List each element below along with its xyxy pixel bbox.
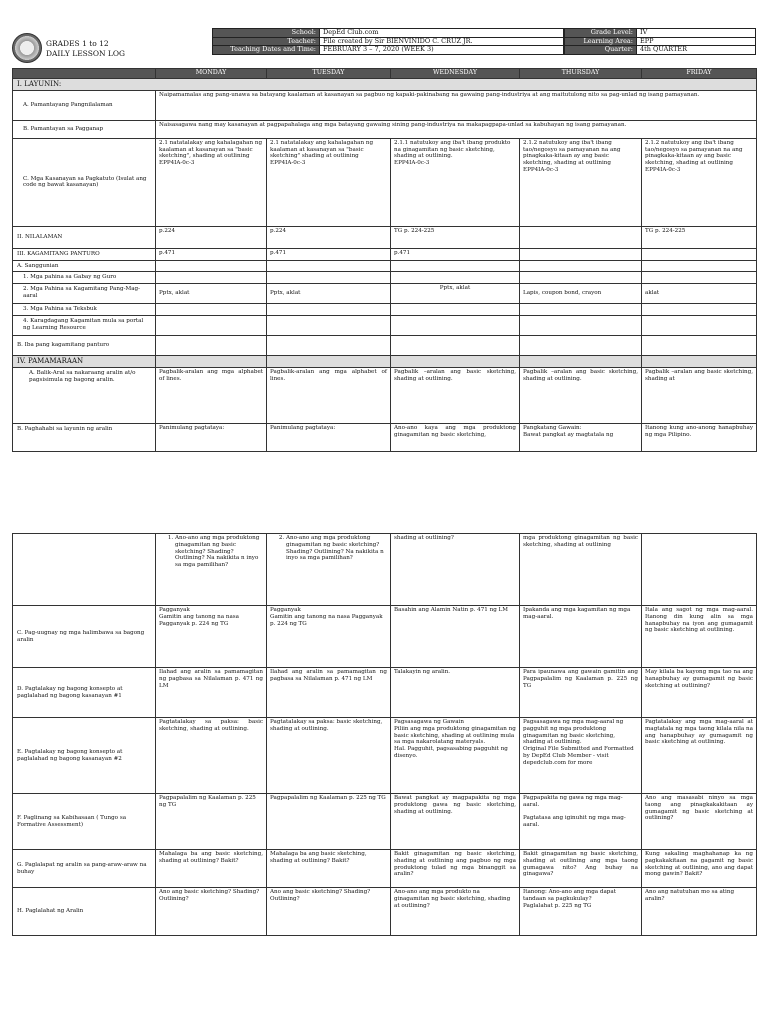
- row-kagamitang-panturo: [13, 248, 757, 260]
- day-wednesday: WEDNESDAY: [391, 69, 520, 79]
- label-sanggunian: A. Sanggunian: [13, 260, 156, 272]
- paglalapat-friday: Kung sakaling maghahanap ka ng pagkakakitaan na gagamit ng basic sketching at outlining, ano ang dapat mong gawin? Bakit?: [642, 850, 757, 888]
- row-gabay-ng-guro: [13, 272, 757, 284]
- day-header-blank: [13, 69, 156, 79]
- header-titles: [46, 39, 125, 59]
- day-monday: MONDAY: [156, 69, 267, 79]
- label-pamantayang-pangnilalaman: A. Pamantayang Pangnilalaman: [13, 90, 156, 120]
- pag-uugnay-monday: Pagganyak Gamitin ang tanong na nasa Pagganyak p. 224 ng TG: [156, 606, 267, 668]
- label-gabay-ng-guro: 1. Mga pahina sa Gabay ng Guro: [13, 272, 156, 284]
- paghahabi-cont-friday: [642, 534, 757, 606]
- nilalaman-thursday: [520, 226, 642, 248]
- paglalahat-tuesday: Ano ang basic sketching? Shading? Outlining?: [267, 888, 391, 936]
- layunin-heading: I. LAYUNIN:: [13, 79, 757, 91]
- row-pagtalakay-2: [13, 718, 757, 794]
- nilalaman-friday: TG p. 224-225: [642, 226, 757, 248]
- nilalaman-monday: p.224: [156, 226, 267, 248]
- label-paghahabi: B. Paghahabi sa layunin ng aralin: [13, 423, 156, 451]
- pagtalakay-1-tuesday: Ilahad ang aralin sa pamamagitan ng pagbasa sa Nilalaman p. 471 ng LM: [267, 668, 391, 718]
- kagamitang-panturo-thursday: [520, 248, 642, 260]
- paglalapat-thursday: Bakit ginagamitan ng basic sketching, shading at outlining ang mga taong gumagawa nito? Ang buhay na ginagawa?: [520, 850, 642, 888]
- pag-uugnay-friday: Itala ang sagot ng mga mag-aaral. Itanong din kung alin sa mga hanapbuhay na iyon ang gumagamit ng basic sketching at outlining.: [642, 606, 757, 668]
- kasanayan-wednesday: 2.1.1 natutukoy ang iba't ibang produkto na ginagamitan ng basic sketching, shading at outlining. EPP4IA-0c-3: [391, 138, 520, 226]
- row-kabihasaan: [13, 794, 757, 850]
- pag-uugnay-wednesday: Basahin ang Alamin Natin p. 471 ng LM: [391, 606, 520, 668]
- grade-level-value: IV: [637, 29, 756, 38]
- lesson-log-table-part2: [12, 533, 757, 936]
- pang-mag-aaral-monday: Pptx, aklat: [156, 284, 267, 304]
- paghahabi-question-monday: 1. Ano-ano ang mga produktong ginagamitan ng basic sketching? Shading? Outlining? Na nakikita n inyo sa mga pamilihan?: [175, 535, 263, 569]
- paglalahat-monday: Ano ang basic sketching? Shading? Outlining?: [156, 888, 267, 936]
- paghahabi-cont-wednesday: shading at outlining?: [391, 534, 520, 606]
- row-kasanayan: [13, 138, 757, 226]
- quarter-label: Quarter:: [565, 46, 637, 55]
- paglalahat-wednesday: Ano-ano ang mga produkto na ginagamitan ng basic sketching, shading at outlining?: [391, 888, 520, 936]
- pamantayang-pangnilalaman-text: Naipamamalas ang pang-unawa sa batayang kaalaman at kasanayan sa pagbuo ng kapaki-pakinabang na gawaing pang-industriya at ang maitutulong nito sa pag-unlad ng isang pamayanan.: [156, 90, 757, 120]
- pag-uugnay-thursday: Ipakanda ang mga kagamitan ng mga mag-aaral.: [520, 606, 642, 668]
- kabihasaan-friday: Ano ang masasabi ninyo sa mga taong ang pinagkakakitaan ay gumagamit ng basic sketching at outlining?: [642, 794, 757, 850]
- label-pamantayan-sa-pagganap: B. Pamantayan sa Pagganap: [13, 120, 156, 138]
- kabihasaan-tuesday: Pagpapalalim ng Kaalaman p. 225 ng TG: [267, 794, 391, 850]
- row-iba-pang-kagamitan: [13, 335, 757, 355]
- pagtalakay-1-monday: Ilahad ang aralin sa pamamagitan ng pagbasa sa Nilalaman p. 471 ng LM: [156, 668, 267, 718]
- row-teksbuk: [13, 304, 757, 316]
- day-friday: FRIDAY: [642, 69, 757, 79]
- day-tuesday: TUESDAY: [267, 69, 391, 79]
- paglalahat-thursday: Itanong: Ano-ano ang mga dapat tandaan sa pagkukulay? Paglalahat p. 225 ng TG: [520, 888, 642, 936]
- paghahabi-tuesday: Panimulang pagtataya:: [267, 423, 391, 451]
- kasanayan-tuesday: 2.1 natatalakay ang kahalagahan ng kaalaman at kasanayan sa "basic sketching" shading at outlining EPP4IA-0c-3: [267, 138, 391, 226]
- kasanayan-thursday: 2.1.2 natutukoy ang iba't ibang tao/negosyo sa pamayanan na ang pinagkaka-kitaan ay ang basic sketching, shading at outlining EPP4IA-0c-3: [520, 138, 642, 226]
- pagtalakay-1-friday: May kilala ba kayong mga tao na ang hanapbuhay ay gumagamit ng basic sketching at outlining?: [642, 668, 757, 718]
- paghahabi-wednesday: Ano-ano kaya ang mga produktong ginagamitan ng basic sketching,: [391, 423, 520, 451]
- paglalapat-wednesday: Bakit ginagamitan ng basic sketching, shading at outlining ang pagbuo ng mga produktong tulad ng mga binanggit sa aralin?: [391, 850, 520, 888]
- kagamitang-panturo-tuesday: p.471: [267, 248, 391, 260]
- row-pag-uugnay: [13, 606, 757, 668]
- nilalaman-wednesday: TG p. 224-225: [391, 226, 520, 248]
- row-paglalapat: [13, 850, 757, 888]
- label-kasanayan: C. Mga Kasanayan sa Pagkatuto (Isulat ang code ng bawat kasanayan): [13, 138, 156, 226]
- balik-aral-monday: Pagbalik-aralan ang mga alphabet of lines.: [156, 367, 267, 423]
- row-pamantayan-sa-pagganap: [13, 120, 757, 138]
- kasanayan-monday: 2.1 natatalakay ang kahalagahan ng kaalaman at kasanayan sa "basic sketching", shading at outlining EPP4IA-0c-3: [156, 138, 267, 226]
- row-kagamitang-pang-mag-aaral: [13, 284, 757, 304]
- school-label: School:: [213, 29, 320, 38]
- day-thursday: THURSDAY: [520, 69, 642, 79]
- pag-uugnay-tuesday: Pagganyak Gamitin ang tanong na nasa Pagganyak p. 224 ng TG: [267, 606, 391, 668]
- paghahabi-cont-tuesday: [267, 534, 391, 606]
- pang-mag-aaral-tuesday: Pptx, aklat: [267, 284, 391, 304]
- row-nilalaman: [13, 226, 757, 248]
- nilalaman-tuesday: p.224: [267, 226, 391, 248]
- paglalapat-tuesday: Mahalaga ba ang basic sketching, shading at outlining? Bakit?: [267, 850, 391, 888]
- pagtalakay-2-tuesday: Pagtatalakay sa paksa: basic sketching, shading at outlining.: [267, 718, 391, 794]
- section-pamamaraan: [13, 355, 757, 367]
- school-value: DepEd Club.com: [320, 29, 564, 38]
- pagtalakay-2-friday: Pagtatalakay ang mga mag-aaral at magtatala ng mga taong kilala nila na ang hanapbuhay ay gumagamit ng basic sketching at outlining.: [642, 718, 757, 794]
- label-pag-uugnay: C. Pag-uugnay ng mga halimbawa sa bagong aralin: [13, 606, 156, 668]
- pagtalakay-2-wednesday: Pagsasagawa ng Gawain Piliin ang mga produktong ginagamitan ng basic sketching, shading at outlining mula sa mga nakarolatang materyals. Hal. Pagguhit, pagsasabing pagguhit ng disenyo.: [391, 718, 520, 794]
- paghahabi-question-tuesday: 2. Ano-ano ang mga produktong ginagamitan ng basic sketching? Shading? Outlining? Na nakikita n inyo sa mga pamilihan?: [286, 535, 387, 562]
- paglalapat-monday: Mahalaga ba ang basic sketching, shading at outlining? Bakit?: [156, 850, 267, 888]
- daily-lesson-log-title: DAILY LESSON LOG: [46, 49, 126, 58]
- row-paghahabi: [13, 423, 757, 451]
- learning-area-value: EPP: [637, 37, 756, 46]
- row-paglalahat: [13, 888, 757, 936]
- row-pagtalakay-1: [13, 668, 757, 718]
- pagtalakay-1-wednesday: Talakayin ng aralin.: [391, 668, 520, 718]
- grade-level-label: Grade Level:: [565, 29, 637, 38]
- paghahabi-friday: Itanong kung ano-anong hanapbuhay ng mga Pilipino.: [642, 423, 757, 451]
- grade-info-table: [564, 28, 756, 55]
- grades-label: GRADES 1 to 12: [46, 39, 109, 48]
- row-lr-portal: [13, 315, 757, 335]
- kagamitang-panturo-monday: p.471: [156, 248, 267, 260]
- pagtalakay-2-thursday: Pagsasagawa ng mga mag-aaral ng pagguhit ng mga produktong ginagamitan ng basic sketching, shading at outlining. Original File Submitted and Formatted by DepEd Club Member - visit depedclub.com for more: [520, 718, 642, 794]
- pang-mag-aaral-wednesday: Pptx, aklat: [391, 284, 520, 304]
- section-layunin: [13, 79, 757, 91]
- row-sanggunian: [13, 260, 757, 272]
- day-header-row: [13, 69, 757, 79]
- balik-aral-friday: Pagbalik –aralan ang basic sketching, shading at: [642, 367, 757, 423]
- learning-area-label: Learning Area:: [565, 37, 637, 46]
- paghahabi-cont-monday: [156, 534, 267, 606]
- label-paglalapat: G. Paglalapat ng aralin sa pang-araw-araw na buhay: [13, 850, 156, 888]
- label-kabihasaan: F. Paglinang sa Kabihasaan ( Tungo sa Formative Assessment): [13, 794, 156, 850]
- paglalahat-friday: Ano ang natutuhan mo sa ating aralin?: [642, 888, 757, 936]
- label-paglalahat: H. Paglalahat ng Aralin: [13, 888, 156, 936]
- label-pagtalakay-1: D. Pagtalakay ng bagong konsepto at paglalahad ng bagong kasanayan #1: [13, 668, 156, 718]
- kagamitang-panturo-friday: [642, 248, 757, 260]
- paghahabi-cont-thursday: mga produktong ginagamitan ng basic sketching, shading at outlining: [520, 534, 642, 606]
- paghahabi-monday: Panimulang pagtataya:: [156, 423, 267, 451]
- teacher-value: File created by Sir BIENVINIDO C. CRUZ JR.: [320, 37, 564, 46]
- row-pamantayang-pangnilalaman: [13, 90, 757, 120]
- label-pagtalakay-2: E. Pagtalakay ng bagong konsepto at paglalahad ng bagong kasanayan #2: [13, 718, 156, 794]
- label-balik-aral: A. Balik-Aral sa nakaraang aralin at/o pagsisimula ng bagong aralin.: [13, 367, 156, 423]
- pang-mag-aaral-friday: aklat: [642, 284, 757, 304]
- deped-seal-icon: [12, 33, 42, 63]
- kagamitang-panturo-wednesday: p.471: [391, 248, 520, 260]
- kabihasaan-wednesday: Bawat pangkat ay magpapakita ng mga produktong gawa ng basic sketching, shading at outlining.: [391, 794, 520, 850]
- pang-mag-aaral-thursday: Lapis, coupon bond, crayon: [520, 284, 642, 304]
- label-nilalaman: II. NILALAMAN: [13, 226, 156, 248]
- pamantayan-sa-pagganap-text: Naisasagawa nang may kasanayan at pagpapahalaga ang mga batayang gawaing sining pang-industriya na makapagpapa-unlad sa kabuhayan ng isang pamayanan.: [156, 120, 757, 138]
- lesson-log-table-part1: [12, 68, 757, 452]
- paghahabi-thursday: Pangkatang Gawain: Bawat pangkat ay magtatala ng: [520, 423, 642, 451]
- kabihasaan-thursday: Pagpapakita ng gawa ng mga mag-aaral. Pagtatasa ang iginuhit ng mga mag-aaral.: [520, 794, 642, 850]
- kabihasaan-monday: Pagpapalalim ng Kaalaman p. 225 ng TG: [156, 794, 267, 850]
- pamamaraan-heading: IV. PAMAMARAAN: [13, 355, 156, 367]
- balik-aral-tuesday: Pagbalik-aralan ang mga alphabet of lines.: [267, 367, 391, 423]
- kasanayan-friday: 2.1.2 natutukoy ang iba't ibang tao/negosyo sa pamayanan na ang pinagkaka-kitaan ay ang basic sketching, shading at outlining EPP4IA-0c-3: [642, 138, 757, 226]
- label-teksbuk: 3. Mga Pahina sa Teksbuk: [13, 304, 156, 316]
- row-balik-aral: [13, 367, 757, 423]
- label-kagamitang-pang-mag-aaral: 2. Mga Pahina sa Kagamitang Pang-Mag-aaral: [13, 284, 156, 304]
- label-iba-pang-kagamitan: B. Iba pang kagamitang panturo: [13, 335, 156, 355]
- dates-label: Teaching Dates and Time:: [213, 46, 320, 55]
- label-lr-portal: 4. Karagdagang Kagamitan mula sa portal ng Learning Resource: [13, 315, 156, 335]
- school-info-table: [212, 28, 564, 55]
- dates-value: FEBRUARY 3 – 7, 2020 (WEEK 3): [320, 46, 564, 55]
- row-paghahabi-continued: [13, 534, 757, 606]
- quarter-value: 4th QUARTER: [637, 46, 756, 55]
- balik-aral-wednesday: Pagbalik –aralan ang basic sketching, shading at outlining.: [391, 367, 520, 423]
- balik-aral-thursday: Pagbalik –aralan ang basic sketching, shading at outlining.: [520, 367, 642, 423]
- teacher-label: Teacher:: [213, 37, 320, 46]
- pagtalakay-2-monday: Pagtatalakay sa paksa: basic sketching, shading at outlining.: [156, 718, 267, 794]
- pagtalakay-1-thursday: Para ipaunawa ang gawain gamitin ang Pagpapalalim ng Kaalaman p. 225 ng TG: [520, 668, 642, 718]
- label-kagamitang-panturo: III. KAGAMITANG PANTURO: [13, 248, 156, 260]
